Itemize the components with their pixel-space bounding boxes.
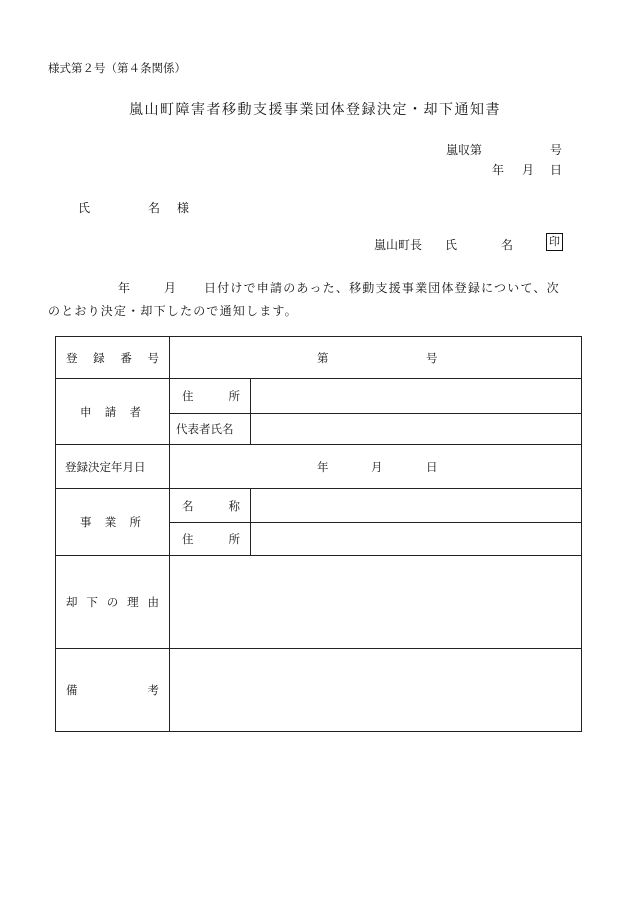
reg-number-value-cell [170, 337, 582, 379]
reg-number-prefix: 第 [317, 350, 329, 365]
office-name-field[interactable] [251, 489, 582, 523]
office-address-label-cell [170, 523, 251, 556]
rejection-reason-label: 却 下 の 理 由 [66, 595, 159, 609]
sender-title: 嵐山町長 [374, 238, 423, 252]
reg-number-label: 登 録 番 号 [66, 350, 159, 365]
office-name-label-cell [170, 489, 251, 523]
issue-month: 月 [522, 163, 535, 177]
applicant-address-field[interactable] [251, 379, 582, 414]
row-rejection-reason [56, 556, 582, 649]
form-number: 様式第２号（第４条関係） [48, 61, 186, 75]
decision-month: 月 [371, 459, 383, 474]
reg-number-suffix: 号 [426, 350, 438, 365]
body-line-2: のとおり決定・却下したので通知します。 [48, 304, 298, 318]
issue-day: 日 [550, 163, 563, 177]
receipt-suffix: 号 [550, 143, 563, 157]
representative-label: 代表者氏名 [170, 414, 251, 445]
decision-date-label: 登録決定年月日 [56, 445, 170, 489]
sender-shi: 氏 [445, 238, 458, 252]
sender-mei: 名 [501, 238, 514, 252]
rejection-reason-label-cell [56, 556, 170, 649]
body-year: 年 [118, 281, 131, 295]
receipt-prefix: 嵐収第 [446, 143, 483, 157]
remarks-field[interactable] [170, 649, 582, 732]
addressee-mei: 名 [148, 201, 161, 215]
decision-date-field[interactable] [170, 445, 582, 489]
rejection-reason-field[interactable] [170, 556, 582, 649]
row-remarks [56, 649, 582, 732]
applicant-label: 申 請 者 [80, 404, 141, 419]
decision-day: 日 [426, 459, 438, 474]
row-registration-number [56, 337, 582, 379]
office-label-cell [56, 489, 170, 556]
document-title: 嵐山町障害者移動支援事業団体登録決定・却下通知書 [129, 102, 501, 118]
row-decision-date [56, 445, 582, 489]
reg-number-label-cell [56, 337, 170, 379]
remarks-label: 備 考 [66, 683, 159, 697]
row-office-name [56, 489, 582, 523]
applicant-address-label: 住 所 [182, 389, 240, 403]
applicant-label-cell [56, 379, 170, 445]
addressee-sama: 様 [177, 201, 190, 215]
row-applicant-address [56, 379, 582, 414]
registration-table [55, 336, 582, 732]
office-address-field[interactable] [251, 523, 582, 556]
body-month: 月 [164, 281, 177, 295]
office-address-label: 住 所 [182, 532, 240, 546]
seal-mark: 印 [546, 233, 563, 251]
addressee-shi: 氏 [78, 201, 91, 215]
decision-year: 年 [317, 459, 329, 474]
office-name-label: 名 称 [182, 498, 240, 513]
issue-year: 年 [492, 163, 505, 177]
representative-field[interactable] [251, 414, 582, 445]
applicant-address-label-cell [170, 379, 251, 414]
body-line1-text: 日付けで申請のあった、移動支援事業団体登録について、次 [204, 281, 560, 295]
office-label: 事 業 所 [80, 515, 141, 529]
remarks-label-cell [56, 649, 170, 732]
